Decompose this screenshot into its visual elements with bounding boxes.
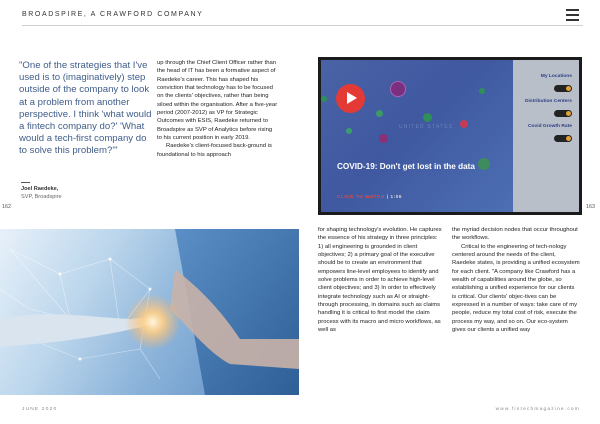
toggle-my-locations[interactable]: [554, 85, 572, 92]
map-marker: [346, 128, 352, 134]
hamburger-menu-icon[interactable]: [566, 9, 579, 24]
left-article-column: [157, 59, 278, 159]
brand-title: BROADSPIRE, A CRAWFORD COMPANY: [22, 11, 204, 18]
author-title: SVP, Broadspire: [21, 193, 62, 200]
video-map-thumbnail[interactable]: [321, 60, 513, 212]
pull-quote: "One of the strategies that I've used is to (imaginatively) step outside of the company to look at a problem from another perspective. I think 'what would a fintech company do?' 'What would a tech-first company do to solve this problem?'": [19, 60, 152, 157]
play-icon[interactable]: [336, 84, 365, 113]
video-duration: 1:06: [390, 194, 403, 199]
map-marker: [376, 110, 383, 117]
author-name: Joel Raedeke,: [21, 186, 59, 192]
video-player[interactable]: [318, 57, 582, 215]
legend-distribution-centers: Distribution Centers: [524, 99, 572, 104]
map-marker: [390, 81, 406, 97]
right-column-2-paragraph-2: Critical to the engineering of tech-nology centered around the needs of the client, Raedeke states, is providing a unified ecosystem for each client. "A company like Crawford has a wealth of capabilities around the globe, so establishing a unified experience for our clients is critical. Our clients' objec-tives can be expressed in a number of ways: take care of my people, reduce my total cost of risk, execute the process my way, and so on. Our eco-system gives our clients a unified way: [452, 243, 580, 334]
video-cta[interactable]: CLICK TO WATCH | 1:06: [337, 194, 403, 199]
map-legend-panel: [513, 60, 579, 212]
quote-divider: [21, 182, 30, 183]
photo-illustration: [0, 229, 299, 395]
toggle-distribution-centers[interactable]: [554, 110, 572, 117]
quote-attribution: [21, 186, 62, 201]
left-column-paragraph: Raedeke's client-focused back-ground is foundational to his approach: [157, 143, 272, 158]
video-title: COVID-19: Don't get lost in the data: [337, 162, 475, 171]
toggle-covid-growth-rate[interactable]: [554, 135, 572, 142]
legend-covid-growth-rate: Covid Growth Rate: [527, 124, 572, 129]
map-marker: [479, 88, 485, 94]
right-column-1-text: for shaping technology's evolution. He captures the essence of his strategy in three principles: 1) all engineering is grounded in client objectives; 2) a primary goal of the executive should be to create an environment that empowers line-level employees to identify and solve problems in order to achieve high-level client objectives; and 3) In order to effectively integrate technology such as AI or straight-through processing, in domains such as claims handling it is critical to first model the claim process with its macro and micro workflows, as well as: [318, 227, 442, 334]
map-marker: [478, 158, 490, 170]
header-divider: [22, 25, 583, 26]
map-marker: [423, 113, 432, 122]
robot-hand-touch-image: [0, 229, 299, 395]
video-cta-label: CLICK TO WATCH: [337, 194, 385, 199]
right-article-column-1: [318, 226, 442, 334]
right-column-2-paragraph-1: the myriad decision nodes that occur throughout the workflows.: [452, 227, 578, 242]
map-marker: [379, 134, 388, 143]
footer-date: JUNE 2020: [22, 407, 58, 412]
page-header: [0, 0, 600, 30]
page-number-right: 163: [586, 204, 595, 210]
map-label: UNITED STATES: [399, 124, 454, 130]
map-marker: [460, 120, 468, 128]
right-article-column-2: [452, 226, 580, 334]
footer-url[interactable]: www.fintechmagazine.com: [495, 407, 580, 412]
legend-my-locations: My Locations: [540, 74, 572, 79]
map-marker: [321, 96, 327, 102]
page-number-left: 162: [2, 204, 11, 210]
left-column-text: up through the Chief Client Officer rather than the head of IT has been a formative aspect of Raedeke's career. This has shaped his conviction that technology has to be focused on the clients' objectives, rather than being siloed within the organisation. After a five-year period (2007-2012) as VP for Strategic Outcomes with ESIS, Raedeke returned to Broadspire as SVP of Analytics before rising to his current position in early 2019.: [157, 60, 278, 142]
touch-glow: [125, 294, 181, 350]
